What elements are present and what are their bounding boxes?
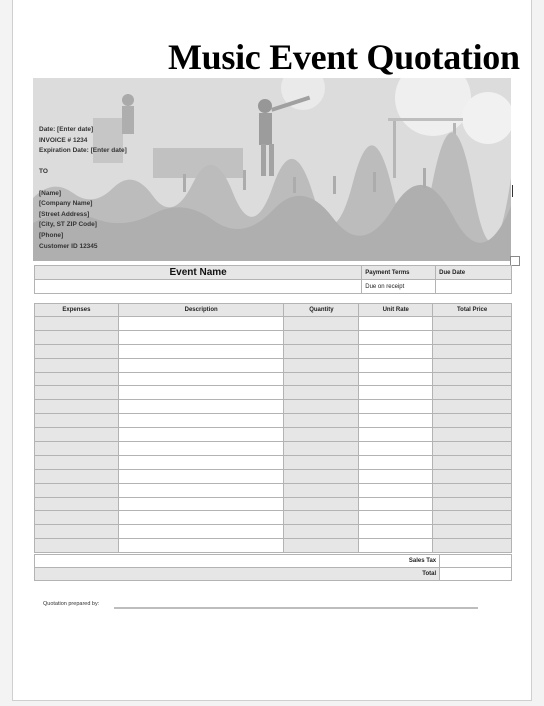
table-row [35,497,512,511]
table-row [35,400,512,414]
unit-rate-cell[interactable] [359,511,433,525]
description-cell[interactable] [118,386,284,400]
total-price-cell[interactable] [433,414,512,428]
total-price-cell[interactable] [433,400,512,414]
client-street-address[interactable]: [Street Address] [39,210,90,218]
description-cell[interactable] [118,400,284,414]
total-price-cell[interactable] [433,539,512,553]
description-cell[interactable] [118,469,284,483]
quantity-cell[interactable] [284,414,359,428]
table-row [35,386,512,400]
total-price-cell[interactable] [433,317,512,331]
description-cell[interactable] [118,525,284,539]
quantity-cell[interactable] [284,386,359,400]
description-cell[interactable] [118,330,284,344]
expense-cell[interactable] [35,497,119,511]
signature-line[interactable] [114,607,478,609]
table-row [35,414,512,428]
description-cell[interactable] [118,442,284,456]
total-label: Total [35,568,440,581]
description-cell[interactable] [118,497,284,511]
invoice-number[interactable]: INVOICE # 1234 [39,136,88,144]
event-name-field[interactable] [35,280,362,294]
expense-cell[interactable] [35,344,119,358]
table-row [35,358,512,372]
quantity-cell[interactable] [284,455,359,469]
expense-cell[interactable] [35,386,119,400]
unit-rate-cell[interactable] [359,539,433,553]
document-title: Music Event Quotation [168,37,520,77]
expense-cell[interactable] [35,469,119,483]
spacer [39,178,127,189]
expense-rows [35,317,512,553]
total-price-cell[interactable] [433,330,512,344]
expense-cell[interactable] [35,372,119,386]
quantity-cell[interactable] [284,400,359,414]
col-unit-rate: Unit Rate [359,304,433,317]
quantity-cell[interactable] [284,539,359,553]
total-value[interactable] [440,568,512,581]
sales-tax-label: Sales Tax [35,555,440,568]
description-cell[interactable] [118,483,284,497]
table-row [35,455,512,469]
customer-id[interactable]: Customer ID 12345 [39,242,98,250]
client-city-state-zip[interactable]: [City, ST ZIP Code] [39,221,97,229]
col-description: Description [118,304,284,317]
expense-cell[interactable] [35,428,119,442]
table-row [35,372,512,386]
quantity-cell[interactable] [284,525,359,539]
date-line[interactable]: Date: [Enter date] [39,126,94,133]
unit-rate-cell[interactable] [359,414,433,428]
unit-rate-cell[interactable] [359,330,433,344]
spacer [39,157,127,168]
client-name[interactable]: [Name] [39,189,62,197]
table-row [35,428,512,442]
document-page [12,0,532,701]
expense-cell[interactable] [35,317,119,331]
to-label: TO [39,168,48,176]
unit-rate-cell[interactable] [359,428,433,442]
unit-rate-cell[interactable] [359,358,433,372]
event-name-label[interactable]: Event Name [35,266,362,280]
total-price-cell[interactable] [433,372,512,386]
totals-table [34,554,512,581]
description-cell[interactable] [118,414,284,428]
description-cell[interactable] [118,511,284,525]
description-cell[interactable] [118,428,284,442]
table-row [35,317,512,331]
payment-terms-label: Payment Terms [362,266,436,280]
expense-cell[interactable] [35,511,119,525]
unit-rate-cell[interactable] [359,372,433,386]
total-price-cell[interactable] [433,386,512,400]
description-cell[interactable] [118,317,284,331]
quantity-cell[interactable] [284,469,359,483]
expense-cell[interactable] [35,414,119,428]
quantity-cell[interactable] [284,483,359,497]
table-row [35,539,512,553]
unit-rate-cell[interactable] [359,469,433,483]
table-row [35,442,512,456]
total-price-cell[interactable] [433,442,512,456]
table-row [35,344,512,358]
unit-rate-cell[interactable] [359,525,433,539]
expense-cell[interactable] [35,455,119,469]
expense-cell[interactable] [35,358,119,372]
description-cell[interactable] [118,539,284,553]
description-cell[interactable] [118,455,284,469]
description-cell[interactable] [118,358,284,372]
table-row [35,511,512,525]
event-table [34,265,512,294]
quantity-cell[interactable] [284,317,359,331]
quantity-cell[interactable] [284,344,359,358]
total-price-cell[interactable] [433,497,512,511]
payment-terms-value[interactable]: Due on receipt [362,280,436,294]
text-cursor [512,185,513,197]
expenses-table [34,303,512,553]
unit-rate-cell[interactable] [359,344,433,358]
table-row [35,525,512,539]
prepared-by-label: Quotation prepared by: [43,601,100,607]
unit-rate-cell[interactable] [359,483,433,497]
col-expenses: Expenses [35,304,119,317]
client-info-block [39,125,127,252]
unit-rate-cell[interactable] [359,442,433,456]
total-price-cell[interactable] [433,358,512,372]
total-price-cell[interactable] [433,455,512,469]
unit-rate-cell[interactable] [359,386,433,400]
expense-cell[interactable] [35,330,119,344]
unit-rate-cell[interactable] [359,317,433,331]
unit-rate-cell[interactable] [359,497,433,511]
quantity-cell[interactable] [284,442,359,456]
table-row [35,330,512,344]
sales-tax-value[interactable] [440,555,512,568]
due-date-field[interactable] [436,280,512,294]
table-row [35,469,512,483]
total-price-cell[interactable] [433,469,512,483]
col-quantity: Quantity [284,304,359,317]
expense-cell[interactable] [35,400,119,414]
quantity-cell[interactable] [284,372,359,386]
total-price-cell[interactable] [433,483,512,497]
due-date-label: Due Date [436,266,512,280]
client-company[interactable]: [Company Name] [39,200,93,208]
col-total-price: Total Price [433,304,512,317]
unit-rate-cell[interactable] [359,455,433,469]
expense-cell[interactable] [35,442,119,456]
quantity-cell[interactable] [284,358,359,372]
expense-cell[interactable] [35,483,119,497]
quantity-cell[interactable] [284,428,359,442]
expense-cell[interactable] [35,539,119,553]
quantity-cell[interactable] [284,497,359,511]
quantity-cell[interactable] [284,330,359,344]
total-price-cell[interactable] [433,511,512,525]
total-price-cell[interactable] [433,344,512,358]
description-cell[interactable] [118,344,284,358]
total-price-cell[interactable] [433,525,512,539]
description-cell[interactable] [118,372,284,386]
client-phone[interactable]: [Phone] [39,231,64,239]
expense-cell[interactable] [35,525,119,539]
unit-rate-cell[interactable] [359,400,433,414]
table-row [35,483,512,497]
expiration-date-line[interactable]: Expiration Date: [Enter date] [39,147,127,155]
quantity-cell[interactable] [284,511,359,525]
total-price-cell[interactable] [433,428,512,442]
